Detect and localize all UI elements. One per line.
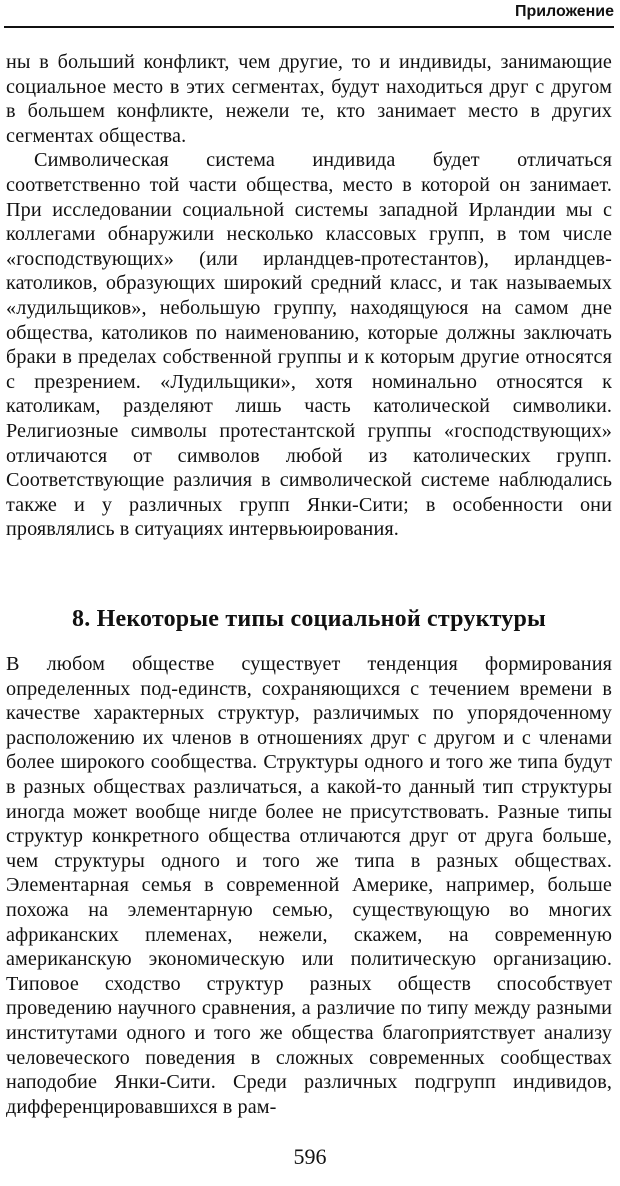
paragraph-symbolic-system: Символическая система индивида будет отличаться соответственно той части общества, место в которой он занимает. При исследовании социальной системы западной Ирландии мы с коллегами обнаружили несколько классовых групп, в том числе «господствующих» (или ирландцев-протестантов), ирландцев-католиков, образующих широкий средний класс, и так называемых «лудильщиков», небольшую группу, находящуюся на самом дне общества, католиков по наименованию, которые должны заключать браки в пределах собственной группы и к которым другие относятся с презрением. «Лудильщики», хотя номинально относятся к католикам, разделяют лишь часть католической символики. Религиозные символы протестантской группы «господствующих» отличаются от символов любой из католических групп. Соответствующие различия в символической системе наблюдались также и у различных групп Янки-Сити; в особенности они проявлялись в ситуациях интервьюирования. [6,149,612,541]
paragraph-continuation: ны в больший конфликт, чем другие, то и индивиды, занимающие социальное место в этих сегментах, будут находиться друг с другом в большем конфликте, нежели те, кто занимает место в других сегментах общества. [6,51,612,147]
page-number: 596 [293,1144,327,1169]
paragraph-structures: В любом обществе существует тенденция формирования определенных под-единств, сохраняющихся с течением времени в качестве характерных структур, различимых по упорядоченному расположению их членов в отношениях друг с другом и с членами более широкого сообщества. Структуры одного и того же типа будут в разных обществах различаться, а какой-то данный тип структуры иногда может вообще нигде более не присутствовать. Разные типы структур конкретного общества отличаются друг от друга больше, чем структуры одного и того же типа в разных обществах. Элементарная семья в современной Америке, например, больше похожа на элементарную семью, существующую во многих африканских племенах, нежели, скажем, на современную американскую экономическую или политическую организацию. Типовое сходство структур разных обществ способствует проведению научного сравнения, а различие по типу между разными институтами одного и того же общества благоприятствует анализу человеческого поведения в сложных современных сообществах наподобие Янки-Сити. Среди различных подгрупп индивидов, дифференцировавшихся в рам- [6,653,612,1118]
section-heading-block [6,604,612,634]
body-text-top [6,50,612,542]
section-heading: 8. Некоторые типы социальной структуры [72,606,546,632]
body-text-bottom [6,652,612,1119]
running-header [4,0,614,28]
running-header-title: Приложение [514,3,614,20]
